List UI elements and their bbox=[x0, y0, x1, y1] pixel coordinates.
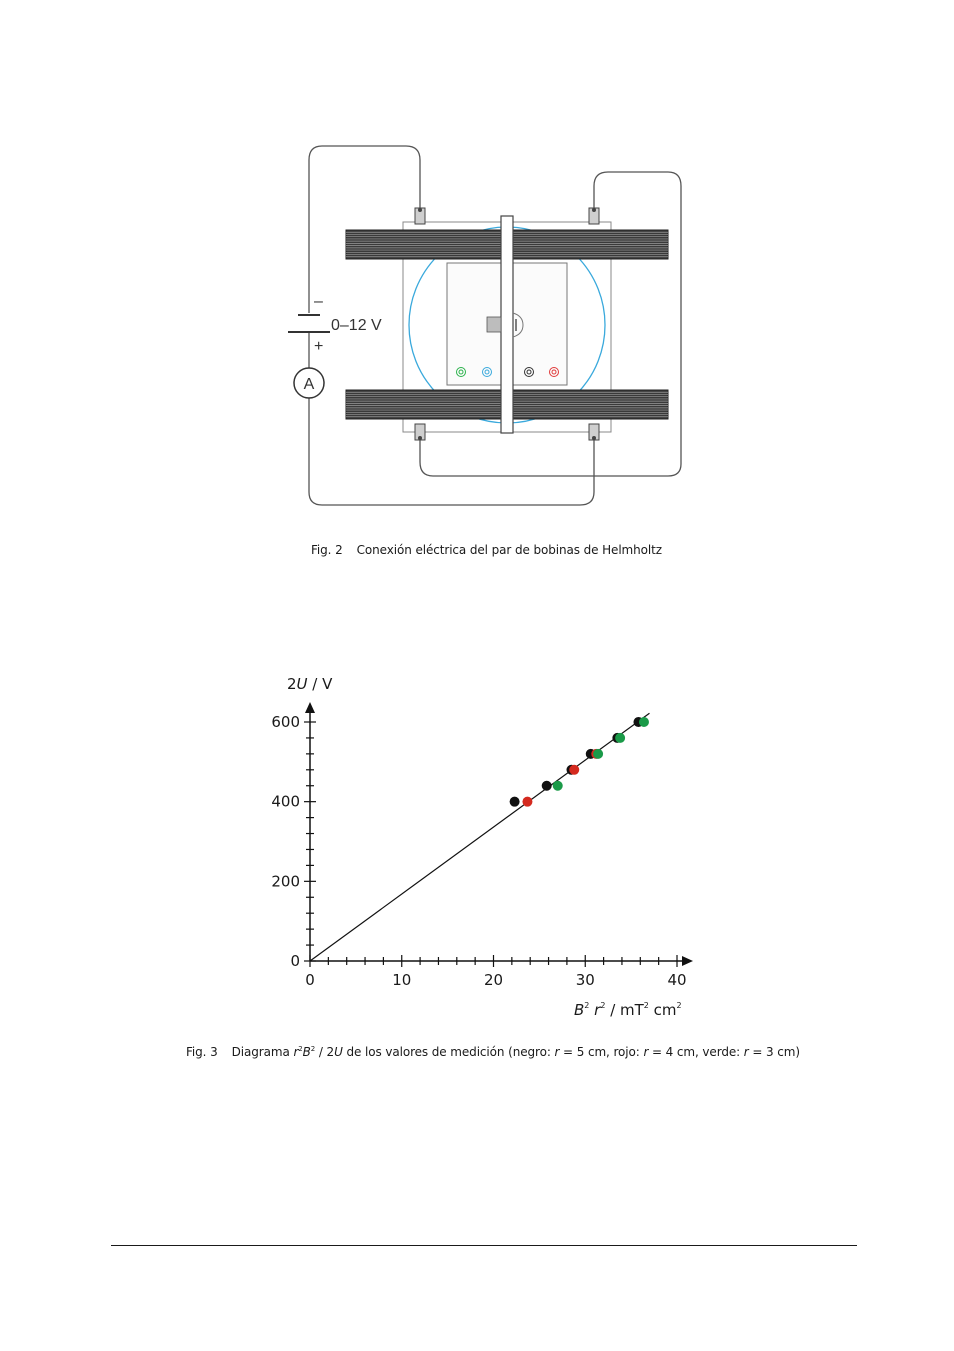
x-label-unit2: cm bbox=[648, 1001, 677, 1019]
caption-r2: r bbox=[643, 1045, 649, 1059]
chart-ticks bbox=[304, 722, 677, 967]
x-tick-label: 20 bbox=[483, 971, 504, 989]
battery-plus-label: + bbox=[314, 338, 324, 355]
figure-3-number: Fig. 3 bbox=[186, 1045, 218, 1059]
caption-r1: r bbox=[554, 1045, 560, 1059]
caption-U: U bbox=[334, 1045, 343, 1059]
y-label-pre: 2 bbox=[287, 675, 297, 693]
x-label-sup2: 2 bbox=[600, 1001, 606, 1010]
data-point bbox=[510, 797, 520, 807]
x-label-unit: / mT bbox=[605, 1001, 644, 1019]
y-axis-arrow bbox=[305, 702, 315, 713]
figure-3-caption bbox=[186, 1045, 800, 1059]
x-tick-label: 0 bbox=[305, 971, 315, 989]
caption-val2: = 4 cm, verde: bbox=[648, 1045, 744, 1059]
data-point bbox=[522, 797, 532, 807]
caption-prefix: Diagrama bbox=[231, 1045, 294, 1059]
x-label-sup3: 2 bbox=[643, 1001, 649, 1010]
data-point bbox=[593, 749, 603, 759]
x-tick-label: 40 bbox=[667, 971, 687, 989]
data-points bbox=[510, 717, 649, 807]
y-tick-label: 200 bbox=[271, 872, 300, 891]
caption-val1: = 5 cm, rojo: bbox=[559, 1045, 644, 1059]
y-label-unit: / V bbox=[307, 675, 333, 693]
voltage-label: 0–12 V bbox=[331, 317, 382, 334]
data-point bbox=[553, 781, 563, 791]
y-axis-label bbox=[287, 675, 333, 693]
caption-sup2: 2 bbox=[310, 1045, 316, 1053]
data-point bbox=[615, 733, 625, 743]
footer-rule bbox=[111, 1245, 857, 1246]
x-axis-arrow bbox=[682, 956, 693, 966]
figure-2-number: Fig. 2 bbox=[311, 543, 343, 557]
y-tick-label: 600 bbox=[271, 713, 300, 731]
x-label-B: B bbox=[574, 1001, 585, 1019]
y-tick-label: 400 bbox=[271, 792, 300, 811]
caption-mid: / 2 bbox=[315, 1045, 335, 1059]
caption-val3: = 3 cm) bbox=[748, 1045, 800, 1059]
x-tick-label: 30 bbox=[575, 971, 595, 989]
figure-2-caption-text: Conexión eléctrica del par de bobinas de Helmholtz bbox=[356, 543, 662, 557]
ammeter-label: A bbox=[303, 376, 315, 393]
x-label-sup1: 2 bbox=[584, 1001, 590, 1010]
x-label-sup4: 2 bbox=[676, 1001, 682, 1010]
battery-minus-label: – bbox=[314, 293, 323, 310]
caption-B: B bbox=[302, 1045, 311, 1059]
caption-sup1: 2 bbox=[298, 1045, 303, 1053]
data-point bbox=[542, 781, 552, 791]
data-point bbox=[569, 765, 579, 775]
x-label-r: r bbox=[589, 1001, 601, 1019]
caption-suffix1: de los valores de medición (negro: bbox=[342, 1045, 555, 1059]
data-point bbox=[639, 717, 649, 727]
y-tick-label: 0 bbox=[290, 952, 300, 970]
x-axis-label bbox=[574, 1001, 682, 1019]
caption-r: r bbox=[293, 1045, 299, 1059]
x-tick-label: 10 bbox=[392, 971, 412, 989]
chart-axes bbox=[305, 702, 693, 966]
y-label-symbol: U bbox=[296, 675, 308, 693]
caption-r3: r bbox=[743, 1045, 749, 1059]
chart-tick-labels bbox=[271, 713, 686, 989]
